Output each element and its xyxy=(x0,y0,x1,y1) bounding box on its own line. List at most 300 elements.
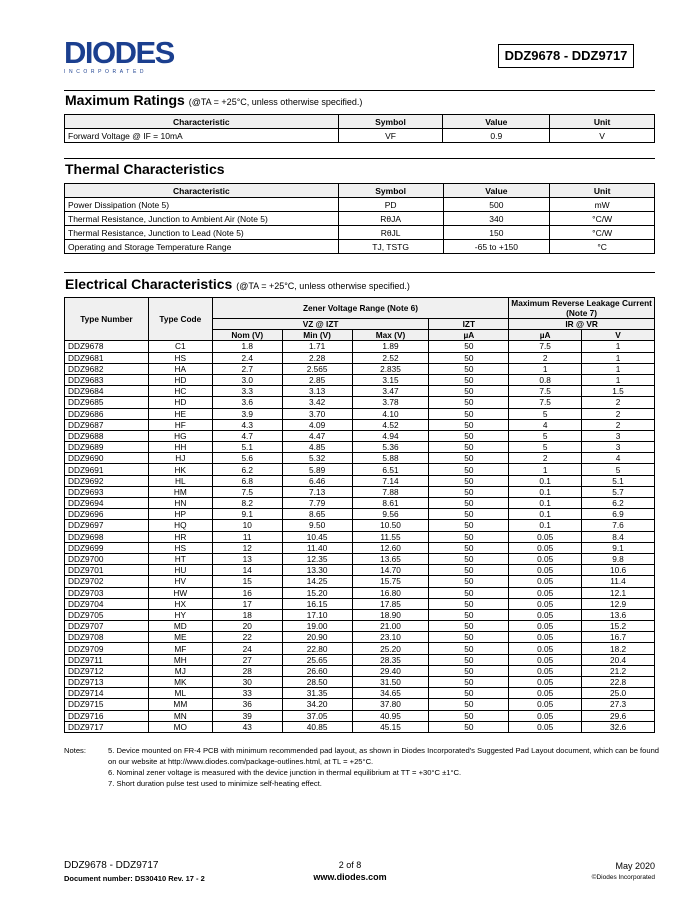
cell: 0.1 xyxy=(509,486,582,497)
cell: DDZ9700 xyxy=(65,553,149,564)
cell: 8.61 xyxy=(352,498,429,509)
cell: 4.52 xyxy=(352,419,429,430)
cell: 17 xyxy=(212,598,282,609)
cell: 45.15 xyxy=(352,721,429,732)
cell: 500 xyxy=(443,198,550,212)
col-header: Characteristic xyxy=(65,115,339,129)
table-row xyxy=(65,710,655,721)
cell: 0.1 xyxy=(509,475,582,486)
part-range-box: DDZ9678 - DDZ9717 xyxy=(498,44,634,68)
table-row xyxy=(65,542,655,553)
table-row xyxy=(65,565,655,576)
table-row xyxy=(65,576,655,587)
cell: 50 xyxy=(429,374,509,385)
cell: 10.6 xyxy=(582,565,655,576)
cell: 12.60 xyxy=(352,542,429,553)
cell: HD xyxy=(148,397,212,408)
cell: DDZ9715 xyxy=(65,699,149,710)
cell: 12.1 xyxy=(582,587,655,598)
cell: 15.2 xyxy=(582,621,655,632)
table-row xyxy=(65,486,655,497)
cell: 27 xyxy=(212,654,282,665)
cell: 20.90 xyxy=(282,632,352,643)
cell: 15.20 xyxy=(282,587,352,598)
cell: MM xyxy=(148,699,212,710)
cell: 7.79 xyxy=(282,498,352,509)
cell: 50 xyxy=(429,509,509,520)
cell: 4.47 xyxy=(282,430,352,441)
cell: 21.2 xyxy=(582,665,655,676)
footer-url[interactable]: www.diodes.com xyxy=(313,872,387,882)
cell: 10.50 xyxy=(352,520,429,531)
col-header-leakage: Maximum Reverse Leakage Current (Note 7) xyxy=(509,298,655,319)
cell: 3.9 xyxy=(212,408,282,419)
diodes-logo xyxy=(64,35,182,75)
cell: HS xyxy=(148,352,212,363)
cell: HN xyxy=(148,498,212,509)
table-row xyxy=(65,531,655,542)
col-header-type-code: Type Code xyxy=(148,298,212,341)
note-item: 5. Device mounted on FR-4 PCB with minimum recommended pad layout, as shown in Diodes Incorporated's Suggested Pad Layout document, which can be found on our website at http://www.diodes.com/package-outlines.html, at TL = +25°C. xyxy=(108,746,660,766)
cell: 50 xyxy=(429,553,509,564)
cell: 0.05 xyxy=(509,654,582,665)
cell: 5 xyxy=(509,430,582,441)
cell: ME xyxy=(148,632,212,643)
cell: 13.6 xyxy=(582,609,655,620)
unit-header: µA xyxy=(509,330,582,341)
table-row xyxy=(65,226,655,240)
cell: 4 xyxy=(582,453,655,464)
cell: 340 xyxy=(443,212,550,226)
cell: HY xyxy=(148,609,212,620)
cell: DDZ9690 xyxy=(65,453,149,464)
table-row xyxy=(65,453,655,464)
table-row xyxy=(65,129,655,143)
cell: HR xyxy=(148,531,212,542)
cell: MK xyxy=(148,677,212,688)
table-row xyxy=(65,419,655,430)
table-row xyxy=(65,520,655,531)
col-header-type-number: Type Number xyxy=(65,298,149,341)
cell: DDZ9698 xyxy=(65,531,149,542)
cell: 3.6 xyxy=(212,397,282,408)
cell: 50 xyxy=(429,363,509,374)
cell: HL xyxy=(148,475,212,486)
cell: 0.1 xyxy=(509,520,582,531)
cell: DDZ9705 xyxy=(65,609,149,620)
cell: 50 xyxy=(429,632,509,643)
table-row xyxy=(65,632,655,643)
cell: 17.10 xyxy=(282,609,352,620)
cell: 34.20 xyxy=(282,699,352,710)
cell: 50 xyxy=(429,587,509,598)
cell: 2.85 xyxy=(282,374,352,385)
cell: HU xyxy=(148,565,212,576)
cell: 28.50 xyxy=(282,677,352,688)
cell: RθJL xyxy=(338,226,443,240)
cell: 0.05 xyxy=(509,643,582,654)
cell: 2.835 xyxy=(352,363,429,374)
cell: 5 xyxy=(509,442,582,453)
cell: 50 xyxy=(429,419,509,430)
footer-page: 2 of 8 xyxy=(338,860,362,870)
cell: HQ xyxy=(148,520,212,531)
cell: 1.89 xyxy=(352,341,429,352)
cell: 13.65 xyxy=(352,553,429,564)
col-header: Unit xyxy=(550,184,655,198)
note-item: 6. Nominal zener voltage is measured with the device junction in thermal equilibrium at TT = +30°C ±1°C. xyxy=(108,768,462,777)
cell: MJ xyxy=(148,665,212,676)
table-row xyxy=(65,198,655,212)
cell: HG xyxy=(148,430,212,441)
cell: 0.05 xyxy=(509,710,582,721)
cell: 6.2 xyxy=(582,498,655,509)
notes-label: Notes: xyxy=(64,746,86,755)
cell: 5.88 xyxy=(352,453,429,464)
cell: DDZ9694 xyxy=(65,498,149,509)
max-ratings-heading xyxy=(65,92,362,108)
cell: HA xyxy=(148,363,212,374)
cell: 50 xyxy=(429,621,509,632)
table-row xyxy=(65,509,655,520)
table-row xyxy=(65,374,655,385)
notes-items xyxy=(108,745,668,789)
cell: 2 xyxy=(509,352,582,363)
cell: 31.35 xyxy=(282,688,352,699)
cell: 28 xyxy=(212,665,282,676)
cell: HE xyxy=(148,408,212,419)
cell: 7.5 xyxy=(509,341,582,352)
cell: 0.05 xyxy=(509,609,582,620)
cell: 16.15 xyxy=(282,598,352,609)
cell: 5.36 xyxy=(352,442,429,453)
cell: 50 xyxy=(429,486,509,497)
cell: DDZ9712 xyxy=(65,665,149,676)
cell: 50 xyxy=(429,565,509,576)
cell: mW xyxy=(550,198,655,212)
col-header: Symbol xyxy=(338,115,443,129)
cell: C1 xyxy=(148,341,212,352)
table-row xyxy=(65,598,655,609)
table-row xyxy=(65,498,655,509)
unit-header: Min (V) xyxy=(282,330,352,341)
cell: DDZ9708 xyxy=(65,632,149,643)
cell: DDZ9703 xyxy=(65,587,149,598)
cell: 6.8 xyxy=(212,475,282,486)
cell: 7.14 xyxy=(352,475,429,486)
cell: RθJA xyxy=(338,212,443,226)
table-row xyxy=(65,386,655,397)
cell: 40.85 xyxy=(282,721,352,732)
max-ratings-table xyxy=(64,114,655,143)
cell: 5 xyxy=(509,408,582,419)
cell: HM xyxy=(148,486,212,497)
cell: 26.60 xyxy=(282,665,352,676)
cell: DDZ9684 xyxy=(65,386,149,397)
cell: °C/W xyxy=(550,212,655,226)
cell: 18 xyxy=(212,609,282,620)
cell: 36 xyxy=(212,699,282,710)
cell: 50 xyxy=(429,475,509,486)
cell: HJ xyxy=(148,453,212,464)
table-row xyxy=(65,665,655,676)
cell: 1.5 xyxy=(582,386,655,397)
cell: 11.4 xyxy=(582,576,655,587)
cell: 0.1 xyxy=(509,509,582,520)
cell: DDZ9702 xyxy=(65,576,149,587)
cell: 15.75 xyxy=(352,576,429,587)
table-row xyxy=(65,677,655,688)
cell: 50 xyxy=(429,699,509,710)
cell: 4.10 xyxy=(352,408,429,419)
cell: DDZ9699 xyxy=(65,542,149,553)
cell: HS xyxy=(148,542,212,553)
cell: 23.10 xyxy=(352,632,429,643)
cell: 5.89 xyxy=(282,464,352,475)
cell: °C xyxy=(550,240,655,254)
cell: 8.4 xyxy=(582,531,655,542)
cell: 4.85 xyxy=(282,442,352,453)
cell: 0.05 xyxy=(509,531,582,542)
table-row xyxy=(65,721,655,732)
cell: 1 xyxy=(509,363,582,374)
cell: 6.51 xyxy=(352,464,429,475)
cell: 0.05 xyxy=(509,721,582,732)
cell: DDZ9683 xyxy=(65,374,149,385)
table-row xyxy=(65,643,655,654)
cell: 50 xyxy=(429,386,509,397)
thermal-title: Thermal Characteristics xyxy=(65,161,225,177)
cell: 6.9 xyxy=(582,509,655,520)
cell: 30 xyxy=(212,677,282,688)
cell: 32.6 xyxy=(582,721,655,732)
cell: 9.1 xyxy=(212,509,282,520)
cell: 16 xyxy=(212,587,282,598)
cell: 10.45 xyxy=(282,531,352,542)
cell: HW xyxy=(148,587,212,598)
electrical-heading xyxy=(65,276,410,292)
table-row xyxy=(65,587,655,598)
cell: 25.0 xyxy=(582,688,655,699)
cell: -65 to +150 xyxy=(443,240,550,254)
cell: 50 xyxy=(429,397,509,408)
cell: 50 xyxy=(429,710,509,721)
max-ratings-subtitle: (@TA = +25°C, unless otherwise specified.) xyxy=(188,97,363,107)
col-header: Unit xyxy=(550,115,655,129)
cell: MN xyxy=(148,710,212,721)
cell: 33 xyxy=(212,688,282,699)
cell: 16.7 xyxy=(582,632,655,643)
cell: 50 xyxy=(429,609,509,620)
unit-header: Max (V) xyxy=(352,330,429,341)
table-row xyxy=(65,475,655,486)
cell: MF xyxy=(148,643,212,654)
table-row xyxy=(65,430,655,441)
cell: 3.13 xyxy=(282,386,352,397)
cell: 0.05 xyxy=(509,677,582,688)
cell: 15 xyxy=(212,576,282,587)
cell: HK xyxy=(148,464,212,475)
cell: 0.05 xyxy=(509,665,582,676)
table-header-row xyxy=(65,184,655,198)
cell: 50 xyxy=(429,721,509,732)
cell: V xyxy=(550,129,655,143)
table-row xyxy=(65,442,655,453)
cell: 17.85 xyxy=(352,598,429,609)
cell: 50 xyxy=(429,643,509,654)
cell: 13 xyxy=(212,553,282,564)
cell: 1.8 xyxy=(212,341,282,352)
cell: 29.6 xyxy=(582,710,655,721)
cell: HD xyxy=(148,374,212,385)
col-header-vz: VZ @ IZT xyxy=(212,319,429,330)
cell: DDZ9713 xyxy=(65,677,149,688)
cell: 3 xyxy=(582,442,655,453)
col-header: Value xyxy=(443,184,550,198)
thermal-table xyxy=(64,183,655,254)
cell: DDZ9707 xyxy=(65,621,149,632)
max-ratings-title: Maximum Ratings xyxy=(65,92,185,108)
cell: 3.42 xyxy=(282,397,352,408)
cell: DDZ9687 xyxy=(65,419,149,430)
cell: 3.78 xyxy=(352,397,429,408)
cell: 1 xyxy=(582,352,655,363)
cell: DDZ9714 xyxy=(65,688,149,699)
col-header: Characteristic xyxy=(65,184,339,198)
cell: 5.1 xyxy=(212,442,282,453)
cell: DDZ9678 xyxy=(65,341,149,352)
cell: 10 xyxy=(212,520,282,531)
cell: 50 xyxy=(429,341,509,352)
cell: 2 xyxy=(582,397,655,408)
col-header-ir: IR @ VR xyxy=(509,319,655,330)
cell: 150 xyxy=(443,226,550,240)
cell: DDZ9688 xyxy=(65,430,149,441)
cell: TJ, TSTG xyxy=(338,240,443,254)
cell: 4 xyxy=(509,419,582,430)
cell: 12.9 xyxy=(582,598,655,609)
table-header-row xyxy=(65,115,655,129)
table-row xyxy=(65,397,655,408)
cell: 24 xyxy=(212,643,282,654)
cell: 14.25 xyxy=(282,576,352,587)
cell: 1 xyxy=(582,374,655,385)
cell: 12.35 xyxy=(282,553,352,564)
section-rule xyxy=(64,90,655,91)
cell: DDZ9704 xyxy=(65,598,149,609)
section-rule xyxy=(64,272,655,273)
table-row xyxy=(65,212,655,226)
cell: 4.3 xyxy=(212,419,282,430)
cell: HH xyxy=(148,442,212,453)
cell: 1 xyxy=(582,341,655,352)
cell: 0.05 xyxy=(509,565,582,576)
cell: ML xyxy=(148,688,212,699)
cell: 50 xyxy=(429,352,509,363)
col-header-izt: IZT xyxy=(429,319,509,330)
cell: 2 xyxy=(582,408,655,419)
cell: DDZ9693 xyxy=(65,486,149,497)
cell: 7.13 xyxy=(282,486,352,497)
logo-subtext: INCORPORATED xyxy=(64,69,148,75)
unit-header: µA xyxy=(429,330,509,341)
table-row xyxy=(65,352,655,363)
cell: Power Dissipation (Note 5) xyxy=(65,198,339,212)
cell: PD xyxy=(338,198,443,212)
cell: Thermal Resistance, Junction to Ambient Air (Note 5) xyxy=(65,212,339,226)
table-row xyxy=(65,621,655,632)
cell: MD xyxy=(148,621,212,632)
cell: 27.3 xyxy=(582,699,655,710)
cell: 7.88 xyxy=(352,486,429,497)
cell: 7.5 xyxy=(509,397,582,408)
cell: 9.50 xyxy=(282,520,352,531)
cell: 0.05 xyxy=(509,542,582,553)
cell: 6.2 xyxy=(212,464,282,475)
cell: 12 xyxy=(212,542,282,553)
cell: 39 xyxy=(212,710,282,721)
cell: 5.32 xyxy=(282,453,352,464)
cell: 4.09 xyxy=(282,419,352,430)
cell: 2.52 xyxy=(352,352,429,363)
unit-header: Nom (V) xyxy=(212,330,282,341)
cell: 34.65 xyxy=(352,688,429,699)
cell: 0.05 xyxy=(509,688,582,699)
cell: Thermal Resistance, Junction to Lead (Note 5) xyxy=(65,226,339,240)
cell: 50 xyxy=(429,665,509,676)
cell: 22.8 xyxy=(582,677,655,688)
electrical-table-body xyxy=(65,341,655,733)
cell: 50 xyxy=(429,498,509,509)
cell: 6.46 xyxy=(282,475,352,486)
cell: 9.1 xyxy=(582,542,655,553)
table-row xyxy=(65,363,655,374)
table-row xyxy=(65,688,655,699)
cell: 3.0 xyxy=(212,374,282,385)
footer-doc-number: Document number: DS30410 Rev. 17 - 2 xyxy=(64,874,205,883)
table-row xyxy=(65,553,655,564)
unit-header: V xyxy=(582,330,655,341)
cell: 2 xyxy=(582,419,655,430)
cell: 9.8 xyxy=(582,553,655,564)
cell: HP xyxy=(148,509,212,520)
cell: 5.6 xyxy=(212,453,282,464)
table-row xyxy=(65,654,655,665)
cell: 14 xyxy=(212,565,282,576)
cell: DDZ9697 xyxy=(65,520,149,531)
cell: 50 xyxy=(429,442,509,453)
cell: DDZ9686 xyxy=(65,408,149,419)
cell: 5.1 xyxy=(582,475,655,486)
cell: 50 xyxy=(429,520,509,531)
electrical-table xyxy=(64,297,655,733)
cell: 3.70 xyxy=(282,408,352,419)
cell: 50 xyxy=(429,688,509,699)
cell: 50 xyxy=(429,576,509,587)
cell: 0.05 xyxy=(509,598,582,609)
cell: 11.40 xyxy=(282,542,352,553)
footer-part-range: DDZ9678 - DDZ9717 xyxy=(64,860,159,871)
col-header: Symbol xyxy=(338,184,443,198)
cell: 50 xyxy=(429,464,509,475)
cell: HT xyxy=(148,553,212,564)
note-item: 7. Short duration pulse test used to minimize self-heating effect. xyxy=(108,779,322,788)
table-row xyxy=(65,240,655,254)
electrical-subtitle: (@TA = +25°C, unless otherwise specified.) xyxy=(236,281,410,291)
cell: 11 xyxy=(212,531,282,542)
cell: 4.94 xyxy=(352,430,429,441)
cell: 0.1 xyxy=(509,498,582,509)
